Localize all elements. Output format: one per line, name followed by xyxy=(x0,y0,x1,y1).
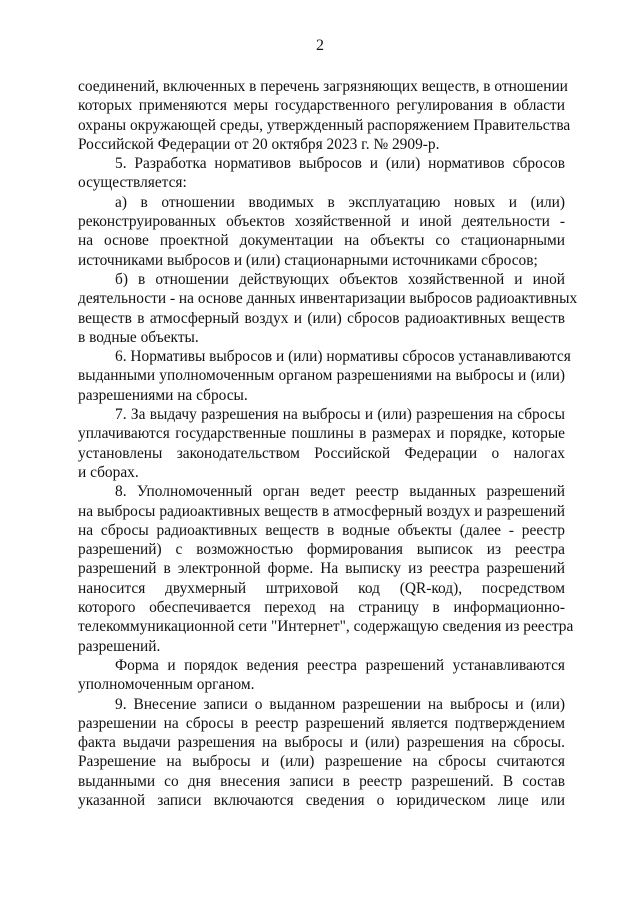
text-line: установлены законодательством Российской Федерации о налогах xyxy=(78,444,565,462)
text-line: телекоммуникационной сети "Интернет", содержащую сведения из реестра xyxy=(78,618,574,636)
text-line: 9. Внесение записи о выданном разрешении на выбросы и (или) xyxy=(115,695,565,713)
text-line: факта выдачи разрешения на выбросы и (или) разрешения на сбросы. xyxy=(78,734,565,752)
text-line: на основе проектной документации на объекты со стационарными xyxy=(78,232,565,250)
text-line: выданными со дня внесения записи в реестр разрешений. В состав xyxy=(78,772,565,790)
text-line: 7. За выдачу разрешения на выбросы и (или) разрешения на сбросы xyxy=(115,406,565,424)
text-line: разрешений. xyxy=(78,637,161,655)
text-line: указанной записи включаются сведения о юридическом лице или xyxy=(78,791,565,809)
text-line: разрешений в электронной форме. На выписку из реестра разрешений xyxy=(78,560,565,578)
text-line: которых применяются меры государственного регулирования в области xyxy=(78,97,565,115)
text-line: на выбросы радиоактивных веществ в атмосферный воздух и разрешений xyxy=(78,502,565,520)
text-line: и сборах. xyxy=(78,463,139,481)
text-line: 8. Уполномоченный орган ведет реестр выданных разрешений xyxy=(115,483,565,501)
text-line: 5. Разработка нормативов выбросов и (или) нормативов сбросов xyxy=(115,155,565,173)
text-line: веществ в атмосферный воздух и (или) сбросов радиоактивных веществ xyxy=(78,309,565,327)
text-line: уполномоченным органом. xyxy=(78,676,255,694)
page-number: 2 xyxy=(316,37,324,54)
text-line: Разрешение на выбросы и (или) разрешение на сбросы считаются xyxy=(78,753,565,771)
text-line: разрешениями на сбросы. xyxy=(78,386,248,404)
text-line: охраны окружающей среды, утвержденный распоряжением Правительства xyxy=(78,116,571,134)
text-line: источниками выбросов и (или) стационарными источниками сбросов; xyxy=(78,251,538,269)
text-line: Российской Федерации от 20 октября 2023 г. № 2909-р. xyxy=(78,135,440,153)
text-line: Форма и порядок ведения реестра разрешений устанавливаются xyxy=(115,656,565,674)
text-line: б) в отношении действующих объектов хозяйственной и иной xyxy=(115,270,565,288)
text-line: уплачиваются государственные пошлины в размерах и порядке, которые xyxy=(78,425,565,443)
text-line: наносится двухмерный штриховой код (QR-код), посредством xyxy=(78,579,565,597)
text-line: на сбросы радиоактивных веществ в водные объекты (далее - реестр xyxy=(78,521,565,539)
text-line: осуществляется: xyxy=(78,174,187,192)
text-line: в водные объекты. xyxy=(78,328,199,346)
text-line: деятельности - на основе данных инвентаризации выбросов радиоактивных xyxy=(78,290,578,308)
text-line: разрешении на сбросы в реестр разрешений является подтверждением xyxy=(78,714,565,732)
text-line: выданными уполномоченным органом разрешениями на выбросы и (или) xyxy=(78,367,565,385)
document-text-body xyxy=(78,77,578,810)
text-line: соединений, включенных в перечень загрязняющих веществ, в отношении xyxy=(78,78,568,95)
text-line: а) в отношении вводимых в эксплуатацию новых и (или) xyxy=(115,193,565,211)
text-line: разрешений) с возможностью формирования выписок из реестра xyxy=(78,541,565,559)
text-line: которого обеспечивается переход на страницу в информационно- xyxy=(78,599,565,617)
text-line: 6. Нормативы выбросов и (или) нормативы сбросов устанавливаются xyxy=(115,348,571,366)
text-line: реконструированных объектов хозяйственной и иной деятельности - xyxy=(78,213,565,231)
